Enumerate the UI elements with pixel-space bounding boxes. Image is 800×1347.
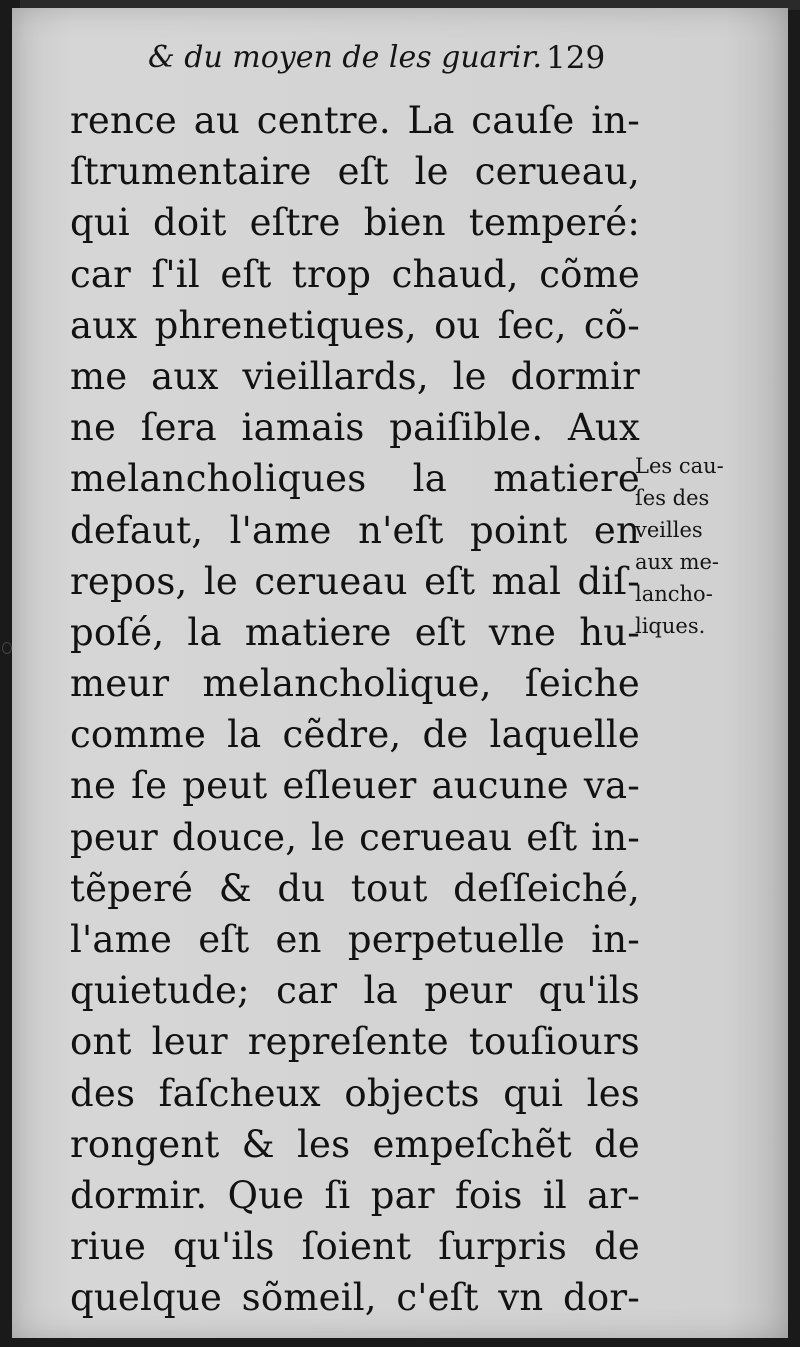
text-line: repos, le cerueau eſt mal diſ-: [70, 559, 640, 603]
text-line: peur douce, le cerueau eſt in-: [70, 815, 640, 859]
text-line: melancholiques la matiere: [70, 457, 640, 501]
text-line: dormir. Que ſi par fois il ar-: [70, 1173, 640, 1217]
text-line: comme la cẽdre, de laquelle: [70, 713, 640, 757]
text-line: ne ſe peut eſleuer aucune va-: [70, 764, 640, 808]
text-line: l'ame eſt en perpetuelle in-: [70, 918, 640, 961]
running-head: [148, 40, 628, 75]
text-line: aux phrenetiques, ou ſec, cõ-: [70, 303, 640, 347]
margin-note-line: veilles: [635, 518, 703, 542]
text-line: car ſ'il eſt trop chaud, cõme: [70, 252, 640, 296]
text-line: me aux vieillards, le dormir: [70, 354, 640, 398]
text-line: ont leur repreſente touſiours: [70, 1020, 640, 1064]
body-text: [70, 95, 640, 1324]
text-line: quietude; car la peur qu'ils: [70, 969, 640, 1013]
text-line: qui doit eſtre bien temperé:: [70, 201, 640, 245]
margin-note-line: aux me-: [635, 550, 719, 574]
text-line: riue qu'ils ſoient ſurpris de: [70, 1225, 640, 1269]
text-line: rongent & les empeſchẽt de: [70, 1122, 640, 1166]
margin-note-line: ſes des: [635, 486, 710, 510]
margin-note: [635, 450, 765, 642]
page-number: 129: [546, 40, 606, 76]
running-head-title: & du moyen de les guarir.: [148, 40, 543, 75]
text-line: des faſcheux objects qui les: [70, 1071, 640, 1115]
margin-note-line: lancho-: [635, 582, 713, 606]
text-line: meur melancholique, ſeiche: [70, 662, 640, 706]
text-line: quelque sõmeil, c'eſt vn dor-: [70, 1276, 640, 1320]
text-line: rence au centre. La cauſe in-: [70, 99, 640, 142]
text-line: defaut, l'ame n'eſt point en: [70, 508, 640, 552]
text-line: ne ſera iamais paiſible. Aux: [70, 406, 640, 450]
text-line: ſtrumentaire eſt le cerueau,: [70, 150, 640, 194]
text-line: tẽperé & du tout deſſeiché,: [70, 866, 640, 910]
margin-note-line: liques.: [635, 614, 706, 638]
margin-speck: [2, 642, 12, 654]
margin-note-line: Les cau-: [635, 454, 724, 478]
text-line: poſé, la matiere eſt vne hu-: [70, 610, 640, 654]
